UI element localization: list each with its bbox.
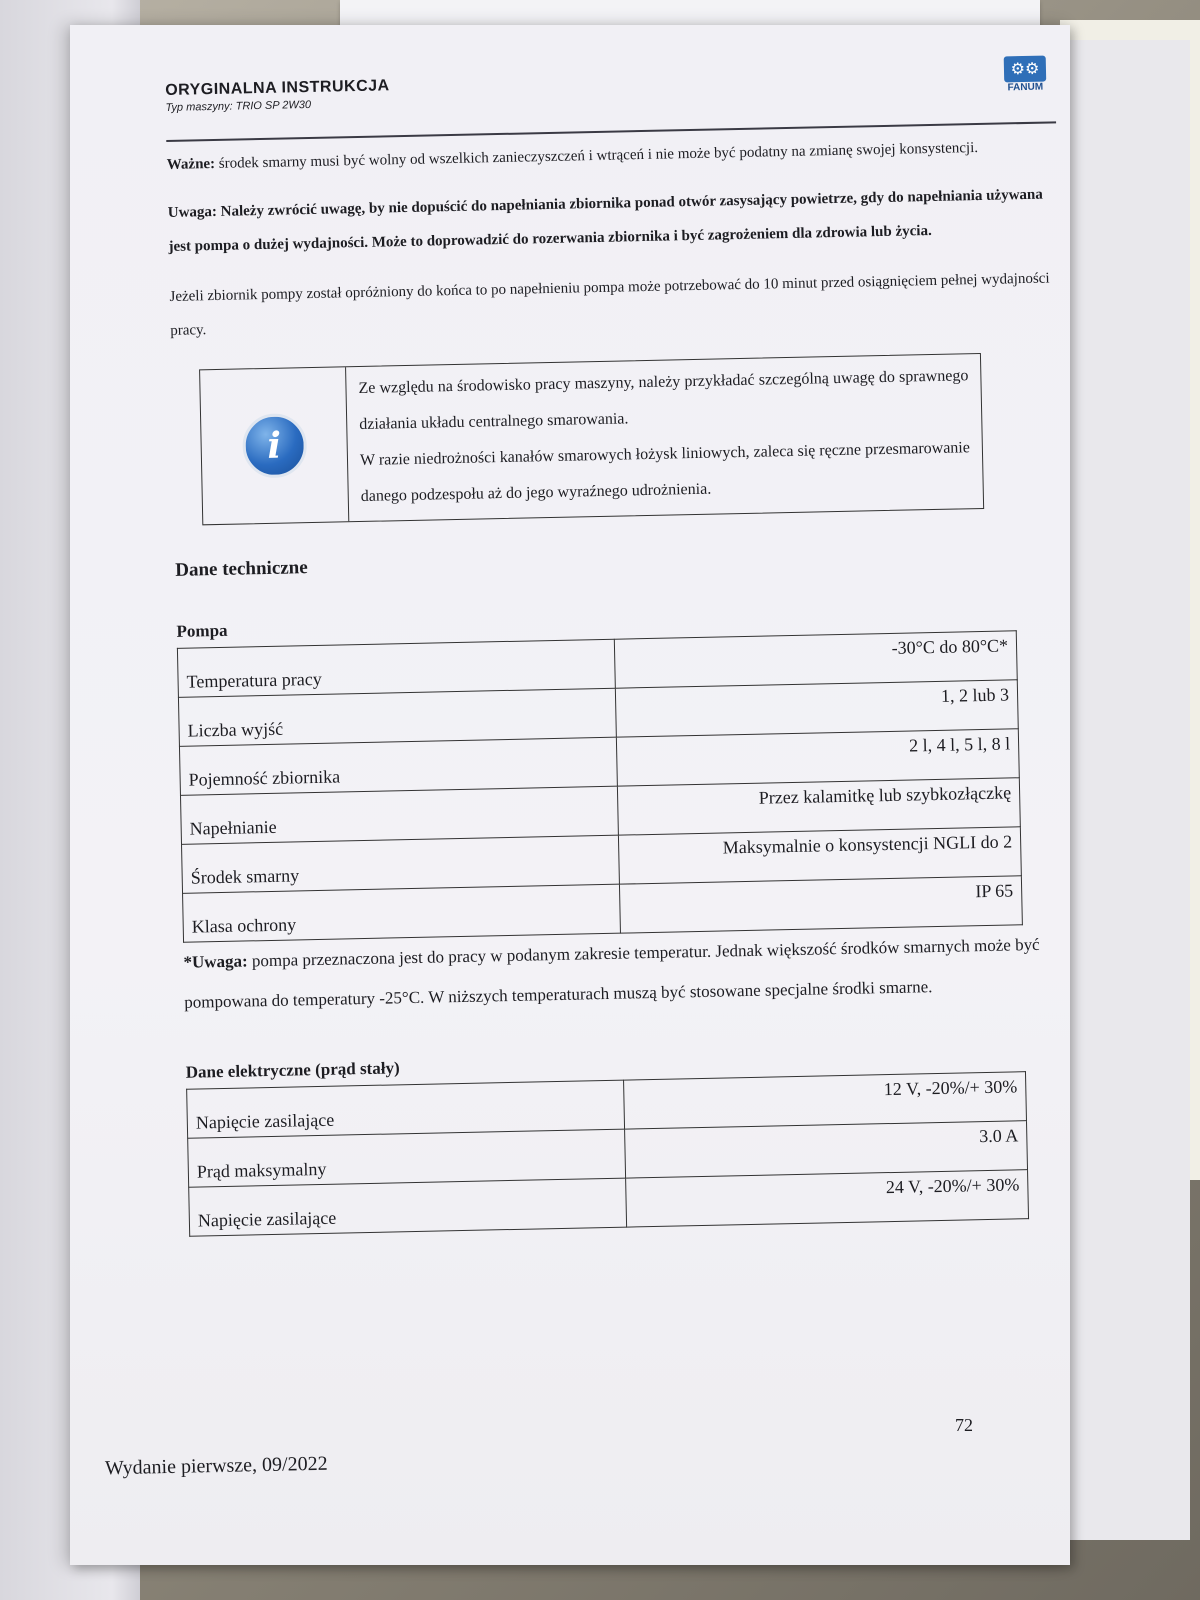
info-line-1: Ze względu na środowisko pracy maszyny, należy przykładać szczególną uwagę do sprawnego działania układu centralnego smarowania.: [358, 367, 969, 434]
pump-table: [177, 630, 1023, 943]
header-subtitle: Typ maszyny: TRIO SP 2W30: [165, 98, 312, 114]
table-cell-value: 24 V, -20%/+ 30%: [626, 1170, 1029, 1227]
empty-tank-paragraph: Jeżeli zbiornik pompy został opróżniony do końca to po napełnieniu pompa może potrzebować do 10 minut przed osiągnięciem pełnej wydajności pracy.: [169, 270, 1050, 339]
manual-page: [70, 25, 1070, 1565]
table-cell-label: Klasa ochrony: [183, 884, 621, 942]
table-cell-value: 2 l, 4 l, 5 l, 8 l: [616, 729, 1019, 786]
electric-table-title: Dane elektryczne (prąd stały): [185, 1058, 400, 1082]
info-line-2: W razie niedrożności kanałów smarowych łożysk liniowych, zaleca się ręczne przesmarowanie danego podzespołu aż do jego wyraźnego udrożnienia.: [359, 439, 971, 505]
page-number: 72: [955, 1415, 973, 1435]
important-label: Ważne:: [166, 155, 216, 173]
header-title: ORYGINALNA INSTRUKCJA: [165, 77, 390, 99]
table-cell-value: 1, 2 lub 3: [615, 680, 1018, 737]
table-cell-label: Liczba wyjść: [178, 688, 616, 746]
table-cell-label: Środek smarny: [182, 835, 620, 893]
table-cell-value: IP 65: [619, 876, 1022, 933]
edition-footer: Wydanie pierwsze, 09/2022: [104, 1452, 328, 1480]
table-cell-label: Napięcie zasilające: [189, 1178, 627, 1236]
electric-table: [186, 1071, 1029, 1237]
table-cell-label: Napięcie zasilające: [187, 1080, 625, 1138]
info-text: [346, 354, 983, 521]
warning-text: Należy zwrócić uwagę, by nie dopuścić do napełniania zbiornika ponad otwór zasysający powietrze, gdy do napełniania używana jest pompa o dużej wydajności. Może to doprowadzić do rozerwania zbiornika i być zagrożeniem dla zdrowia lub życia.: [168, 186, 1043, 255]
logo-text: FANUM: [1007, 81, 1044, 94]
table-cell-value: -30°C do 80°C*: [614, 631, 1017, 688]
note-label: *Uwaga:: [183, 951, 248, 972]
table-cell-label: Temperatura pracy: [177, 639, 615, 697]
table-cell-value: Przez kalamitkę lub szybkozłączkę: [617, 778, 1020, 835]
gears-icon: ⚙⚙: [1004, 56, 1047, 83]
table-cell-value: 12 V, -20%/+ 30%: [624, 1072, 1027, 1129]
warning-label: Uwaga:: [167, 203, 218, 221]
table-cell-value: 3.0 A: [625, 1121, 1028, 1178]
info-box: [199, 353, 984, 525]
table-cell-label: Prąd maksymalny: [188, 1129, 626, 1187]
page-content: [165, 58, 1079, 1236]
page-header: [165, 58, 1056, 142]
section-title: Dane techniczne: [175, 557, 308, 581]
important-text: środek smarny musi być wolny od wszelkich zanieczyszczeń i wtrąceń i nie może być podatny na zmianę swojej konsystencji.: [214, 139, 979, 172]
warning-paragraph: [167, 177, 1058, 264]
note-text: pompa przeznaczona jest do pracy w podanym zakresie temperatur. Jednak większość środków smarnych może być pompowana do temperatury -25°C. W niższych temperaturach muszą być stosowane specjalne środki smarne.: [184, 934, 1040, 1012]
pump-table-title: Pompa: [176, 620, 228, 641]
info-icon-cell: [200, 367, 349, 524]
info-icon: i: [242, 413, 307, 478]
table-cell-label: Pojemność zbiornika: [179, 737, 617, 795]
table-cell-value: Maksymalnie o konsystencji NGLI do 2: [618, 827, 1021, 884]
table-cell-label: Napełnianie: [180, 786, 618, 844]
company-logo: [995, 55, 1056, 93]
